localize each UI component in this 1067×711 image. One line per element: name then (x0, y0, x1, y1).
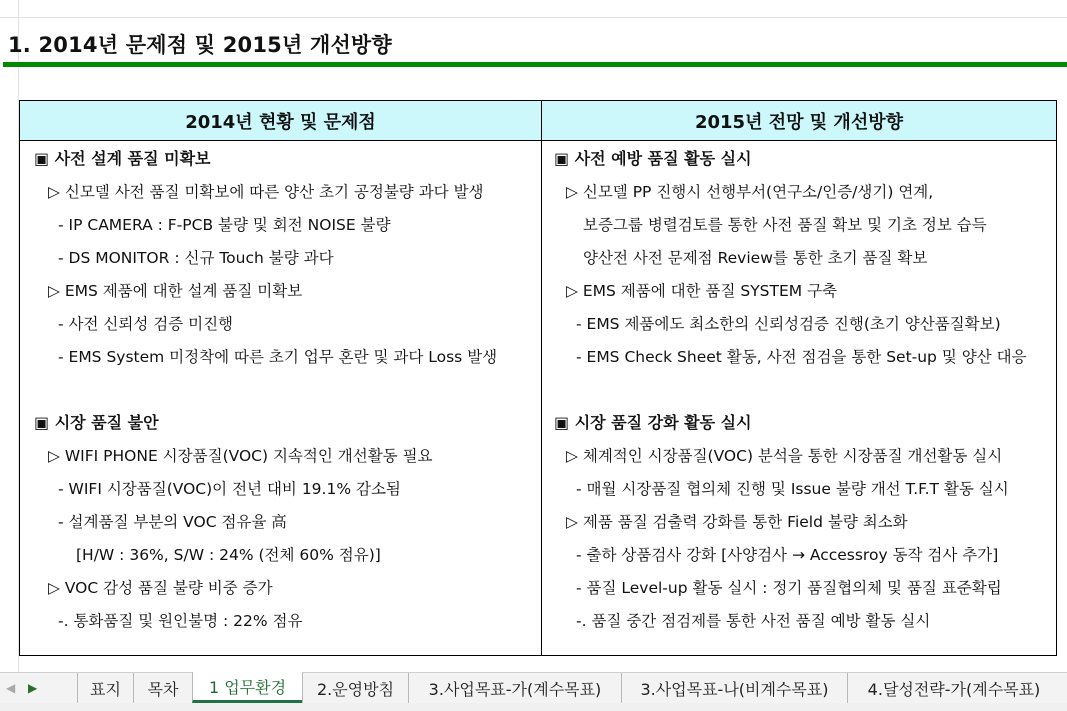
sub-item: - 사전 신뢰성 검증 미진행 (58, 315, 234, 333)
section-title: ▣ 시장 품질 불안 (34, 413, 159, 432)
column-divider (541, 141, 542, 655)
sub-item: -. 통화품질 및 원인불명 : 22% 점유 (58, 612, 303, 630)
sheet-tab-strategy-a[interactable]: 4.달성전략-가(계수목표) (847, 673, 1060, 703)
bullet-item: ▷ EMS 제품에 대한 품질 SYSTEM 구축 (566, 282, 838, 300)
right-column-header: 2015년 전망 및 개선방향 (542, 101, 1056, 141)
sub-item: - EMS Check Sheet 활동, 사전 점검을 통한 Set-up 및 양산 대응 (576, 348, 1027, 366)
section-title: ▣ 사전 예방 품질 활동 실시 (554, 149, 752, 168)
section-title: ▣ 시장 품질 강화 활동 실시 (554, 413, 752, 432)
sub-item: - 설계품질 부분의 VOC 점유율 高 (58, 513, 287, 531)
sub-item: - WIFI 시장품질(VOC)이 전년 대비 19.1% 감소됨 (58, 480, 401, 498)
sub-item: - EMS System 미정착에 따른 초기 업무 혼란 및 과다 Loss 발생 (58, 348, 498, 366)
bullet-item: ▷ 제품 품질 검출력 강화를 통한 Field 불량 최소화 (566, 513, 908, 531)
bullet-item: ▷ VOC 감성 품질 불량 비중 증가 (48, 579, 273, 597)
sheet-tab-business-goal-b[interactable]: 3.사업목표-나(비계수목표) (621, 673, 847, 703)
sheet-tab-business-goal-a[interactable]: 3.사업목표-가(계수목표) (408, 673, 621, 703)
sub-item: - DS MONITOR : 신규 Touch 불량 과다 (58, 249, 334, 267)
sheet-tab-bar (0, 672, 1067, 703)
sheet-tab-operating-policy[interactable]: 2.운영방침 (302, 673, 408, 703)
scroll-right-icon[interactable]: ▶ (28, 681, 38, 695)
sub-item: -. 품질 중간 점검제를 통한 사전 품질 예방 활동 실시 (576, 612, 931, 630)
bullet-item: ▷ EMS 제품에 대한 설계 품질 미확보 (48, 282, 303, 300)
continuation-line: 보증그룹 병렬검토를 통한 사전 품질 확보 및 기초 정보 습득 (583, 216, 987, 234)
bullet-item: ▷ 체계적인 시장품질(VOC) 분석을 통한 시장품질 개선활동 실시 (566, 447, 1003, 465)
sheet-tab-cover[interactable]: 표지 (77, 673, 133, 703)
section-title: ▣ 사전 설계 품질 미확보 (34, 149, 211, 168)
sub-item: - 매월 시장품질 협의체 진행 및 Issue 불량 개선 T.F.T 활동 실시 (576, 480, 1009, 498)
scroll-left-icon[interactable]: ◀ (6, 681, 16, 695)
sub-item: - IP CAMERA : F-PCB 불량 및 회전 NOISE 불량 (58, 216, 391, 234)
sheet-tab-contents[interactable]: 목차 (133, 673, 192, 703)
bullet-item: ▷ 신모델 PP 진행시 선행부서(연구소/인증/생기) 연계, (566, 183, 934, 201)
left-column-header: 2014년 현황 및 문제점 (20, 101, 542, 141)
gridline (0, 17, 1067, 18)
sheet-tab-work-environment[interactable]: 1 업무환경 (192, 672, 302, 703)
sheet-heading: 1. 2014년 문제점 및 2015년 개선방향 (8, 33, 392, 57)
sub-item: - 출하 상품검사 강화 [사양검사 → Accessroy 동작 검사 추가] (576, 546, 999, 564)
heading-underline (3, 62, 1067, 67)
bullet-item: ▷ 신모델 사전 품질 미확보에 따른 양산 초기 공정불량 과다 발생 (48, 183, 484, 201)
sub-item-detail: [H/W : 36%, S/W : 24% (전체 60% 점유)] (76, 546, 381, 564)
issue-direction-table[interactable] (19, 100, 1057, 656)
continuation-line: 양산전 사전 문제점 Review를 통한 초기 품질 확보 (583, 249, 928, 267)
sub-item: - EMS 제품에도 최소한의 신뢰성검증 진행(초기 양산품질확보) (576, 315, 1001, 333)
status-bar (0, 703, 1067, 711)
bullet-item: ▷ WIFI PHONE 시장품질(VOC) 지속적인 개선활동 필요 (48, 447, 433, 465)
sub-item: - 품질 Level-up 활동 실시 : 정기 품질협의체 및 품질 표준확립 (576, 579, 1002, 597)
